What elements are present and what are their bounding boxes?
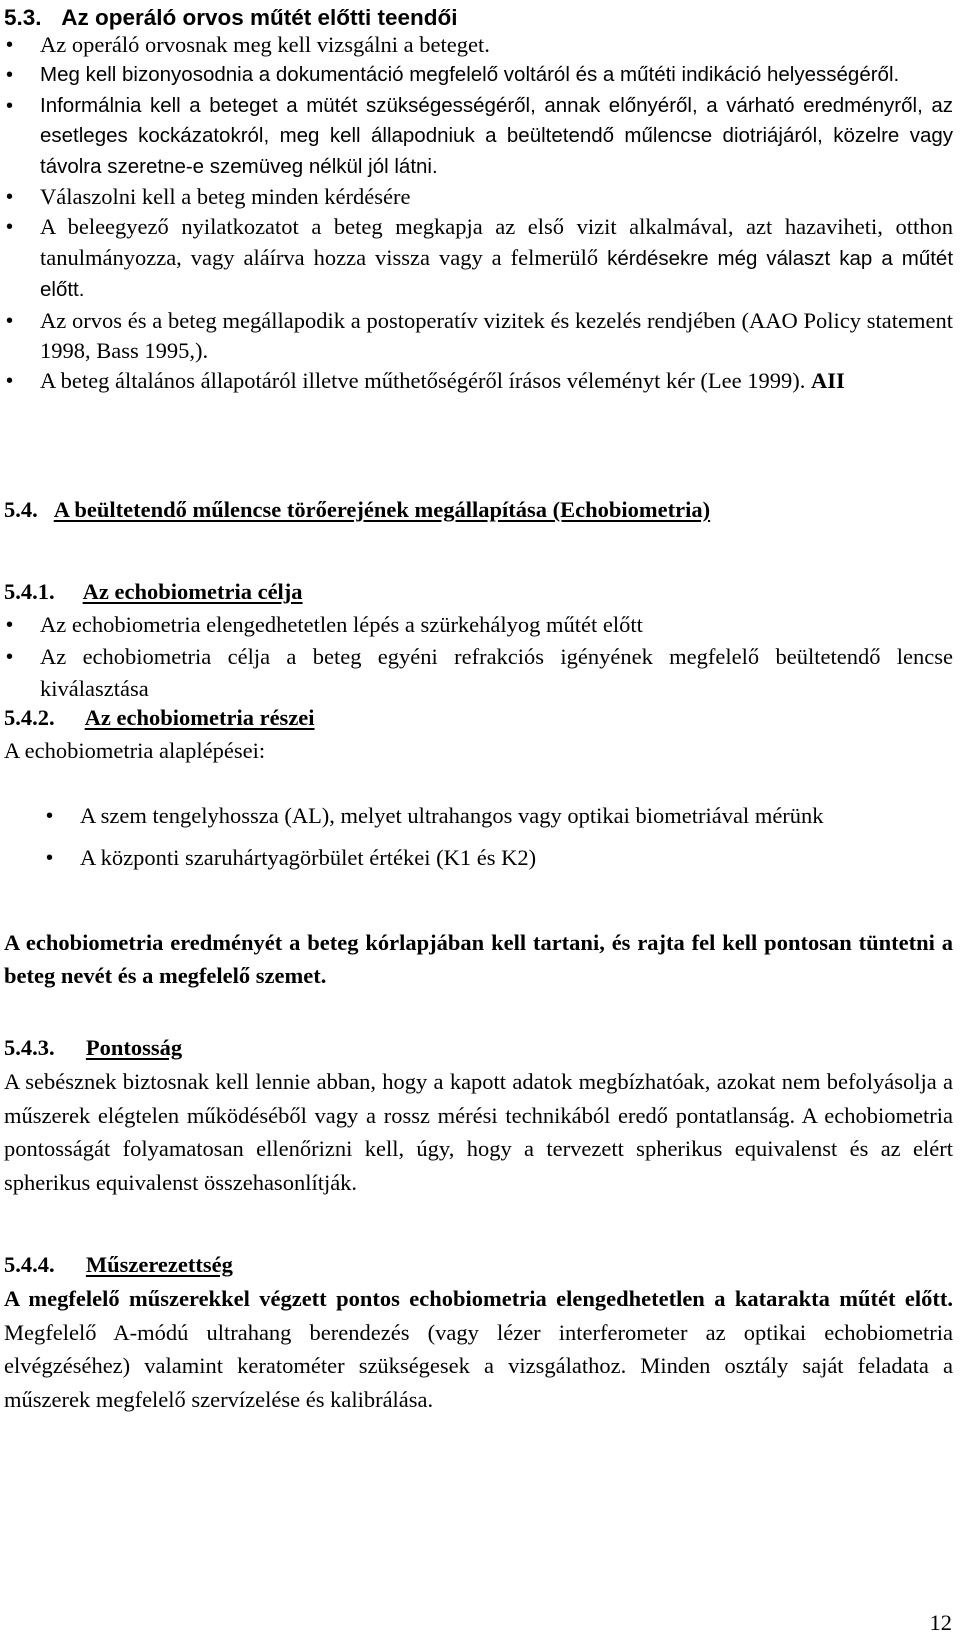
section-number: 5.3. [4, 5, 42, 30]
section-title: Pontosság [85, 1035, 183, 1060]
section-number: 5.4.1. [4, 579, 55, 604]
section-5-4-2-intro: A echobiometria alaplépései: [4, 738, 266, 763]
section-number: 5.4.2. [4, 705, 55, 730]
list-item: • A központi szaruhártyagörbület értékei (K1 és K2) [80, 842, 953, 874]
section-number: 5.4.3. [4, 1035, 55, 1060]
list-item: • A szem tengelyhossza (AL), melyet ultrahangos vagy optikai biometriával mérünk [80, 800, 953, 832]
section-title: Műszerezettség [85, 1252, 233, 1277]
section-5-4-3-text: A sebésznek biztosnak kell lennie abban, hogy a kapott adatok megbízhatóak, azokat nem befolyásolja a műszerek elégtelen működéséből vagy a rossz mérési technikából eredő pontatlanság. A echobiometria pontosságát folyamatosan ellenőrizni kell, úgy, hogy a tervezett spherikus equivalenst és az elért spherikus equivalenst összehasonlítják. [4, 1069, 953, 1195]
list-item: • A beteg általános állapotáról illetve műthetőségéről írásos véleményt kér (Lee 1999). AII [40, 366, 953, 396]
section-5-4-2-list [80, 800, 953, 884]
section-5-4-2-note: A echobiometria eredményét a beteg kórlapjában kell tartani, és rajta fel kell pontosan tüntetni a beteg nevét és a megfelelő szemet. [4, 930, 953, 988]
section-title: Az operáló orvos műtét előtti teendői [61, 5, 458, 30]
section-title: A beültetendő műlencse törőerejének megállapítása (Echobiometria) [53, 497, 711, 522]
section-5-3-list [40, 30, 953, 397]
list-item: • Az operáló orvosnak meg kell vizsgálni a beteget. [40, 30, 953, 60]
bold-statement: A megfelelő műszerekkel végzett pontos echobiometria elengedhetetlen a katarakta műtét előtt. [4, 1286, 953, 1311]
body-text: Megfelelő A-módú ultrahang berendezés (vagy lézer interferometer az optikai echobiometria elvégzéséhez) valamint keratométer szükségesek a vizsgálathoz. Minden osztály saját feladata a műszerek megfelelő szervízelése és kalibrálása. [4, 1319, 953, 1412]
list-item: • Az echobiometria elengedhetetlen lépés a szürkehályog műtét előtt [40, 609, 953, 641]
list-item: • Válaszolni kell a beteg minden kérdésére [40, 182, 953, 212]
section-5-4-4-heading [4, 1250, 233, 1280]
section-5-4-3-heading [4, 1033, 182, 1063]
section-5-4-1-heading [4, 577, 303, 607]
page-number: 12 [929, 1610, 952, 1635]
list-item: • A beleegyező nyilatkozatot a beteg megkapja az első vizit alkalmával, azt hazaviheti, otthon tanulmányozza, vagy aláírva hozza vissza vagy a felmerülő kérdésekre még választ kap a műtét előtt. [40, 212, 953, 305]
section-number: 5.4.4. [4, 1252, 55, 1277]
list-item: • Informálnia kell a beteget a mütét szükségességéről, annak előnyéről, a várható eredményről, az esetleges kockázatokról, meg kell állapodniuk a beültetendő műlencse diotriájáról, közelre vagy távolra szeretne-e szemüveg nélkül jól látni. [40, 91, 953, 182]
section-5-4-heading [4, 495, 710, 525]
section-5-3-heading [4, 4, 458, 32]
section-title: Az echobiometria célja [82, 579, 303, 604]
section-5-4-2-heading [4, 703, 315, 733]
section-5-4-1-list [40, 609, 953, 705]
section-5-4-4-text [4, 1282, 953, 1416]
list-item: • Meg kell bizonyosodnia a dokumentáció megfelelő voltáról és a műtéti indikáció helyességéről. [40, 60, 953, 90]
section-title: Az echobiometria részei [84, 705, 315, 730]
list-item: • Az orvos és a beteg megállapodik a postoperatív vizitek és kezelés rendjében (AAO Policy statement 1998, Bass 1995,). [40, 306, 953, 367]
section-number: 5.4. [4, 497, 38, 522]
list-item: • Az echobiometria célja a beteg egyéni refrakciós igényének megfelelő beültetendő lencse kiválasztása [40, 641, 953, 705]
